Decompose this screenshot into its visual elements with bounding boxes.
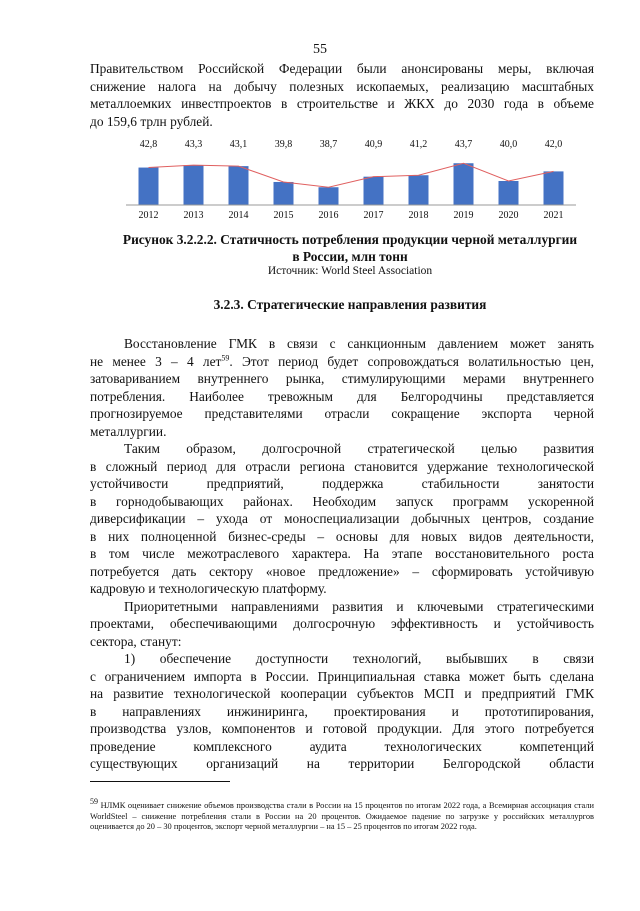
text-line: Приоритетными направлениями развития и ключевыми стратегическими (124, 598, 594, 614)
text-fragment: не менее 3 – 4 лет (90, 353, 222, 369)
text-line: в том числе межотраслевого характера. На этапе восстановительного роста (90, 546, 594, 561)
text-line: проведение комплексного аудита технологических компетенций (90, 738, 594, 754)
text-line: в направлениях инжиниринга, проектирования и прототипирования, (90, 703, 594, 719)
text-line: Восстановление ГМК в связи с санкционным давлением может занять (124, 336, 594, 351)
x-tick-label: 2017 (363, 210, 384, 221)
data-label: 41,2 (409, 139, 428, 150)
text-line: Правительством Российской Федерации были анонсированы меры, включая (90, 61, 594, 76)
text-line: 1) обеспечение доступности технологий, выбывших в связи (124, 651, 594, 666)
footnote-ref[interactable]: 59 (221, 353, 230, 363)
text-line: диверсификации – ухода от моноспециализации добычных центров, создание (90, 511, 594, 526)
text-line: производства узлов, компонентов и готовой продукции. Для этого потребуется (90, 721, 594, 736)
x-tick-label: 2013 (183, 210, 204, 221)
text-line: существующих организаций на территории Белгородской области (90, 756, 594, 771)
x-tick-label: 2020 (498, 210, 519, 221)
bar (274, 182, 294, 205)
data-label: 40,9 (364, 139, 383, 150)
caption-line: Рисунок 3.2.2.2. Статичность потребления продукции черной металлургии (122, 232, 578, 247)
trend-line (149, 163, 554, 187)
text-line: потребления. Наиболее тревожным для Белгородчины представляется (90, 388, 594, 404)
body-text (90, 335, 594, 773)
x-tick-label: 2021 (543, 210, 564, 221)
bar (499, 181, 519, 205)
text-line: в сложный период для отрасли региона становится удержание технологической (90, 458, 594, 474)
footnote-number: 59 (90, 797, 98, 807)
x-tick-label: 2016 (318, 210, 339, 221)
text-line: сектора, станут: (90, 633, 182, 649)
x-tick-label: 2018 (408, 210, 429, 221)
figure-source: Источник: World Steel Association (267, 265, 433, 277)
text-line: в горнодобывающих районах. Необходим запуск программ ускоренной (90, 493, 594, 509)
data-label: 43,3 (184, 139, 203, 150)
text-line: Таким образом, долгосрочной стратегической целью развития (124, 441, 594, 456)
x-tick-label: 2012 (138, 210, 159, 221)
bar (544, 171, 564, 205)
bar (364, 177, 384, 205)
text-line: прогнозируемое представителями отрасли сокращение экспорта черной (90, 406, 594, 421)
text-line: до 159,6 трлн рублей. (90, 113, 213, 129)
bar (319, 187, 339, 205)
data-label: 38,7 (319, 139, 338, 150)
text-line: металлоемких инвестпроектов в строительстве и ЖКХ до 2030 года в объеме (90, 96, 594, 111)
data-label: 43,7 (454, 139, 473, 150)
intro-paragraph (90, 60, 594, 130)
text-line: потребуется дать сектору «новое предложение» – сформировать устойчивую (90, 563, 594, 579)
bar (454, 163, 474, 205)
data-label: 43,1 (229, 139, 248, 150)
paragraph (90, 598, 594, 651)
text-line: кадровую и технологическую платформу. (90, 581, 327, 596)
text-line: снижение налога на добычу полезных ископаемых, реализацию масштабных (90, 78, 594, 94)
page-number: 55 (313, 42, 327, 57)
bar (139, 168, 159, 205)
data-label: 39,8 (274, 139, 293, 150)
paragraph (90, 335, 594, 440)
text-line: в них полноценной бизнес-среды – основы для новых видов деятельности, (90, 528, 594, 544)
data-label: 42,8 (139, 139, 158, 150)
caption-line: в России, млн тонн (292, 249, 408, 264)
text-line: проектами, обеспечивающими долгосрочную эффективность и устойчивость (90, 616, 594, 631)
data-label: 42,0 (544, 139, 563, 150)
text-line: с ограничением импорта в России. Принципиальная ставка может быть сделана (90, 668, 594, 684)
text-line: затовариванием внутреннего рынка, стимулирующими мерами внутреннего (90, 371, 594, 386)
bar (184, 165, 204, 205)
figure-caption (60, 231, 640, 265)
x-tick-label: 2015 (273, 210, 294, 221)
text-line: на развитие технологической кооперации субъектов МСП и предприятий ГМК (90, 686, 594, 701)
paragraph (90, 650, 594, 773)
paragraph (90, 440, 594, 598)
text-line: устойчивости предприятий, поддержка стабильности занятости (90, 476, 594, 491)
text-line-with-footnote (90, 353, 594, 371)
section-heading: 3.2.3. Стратегические направления развития (213, 297, 487, 312)
footnote (90, 797, 595, 833)
bar (409, 175, 429, 205)
x-tick-label: 2014 (228, 210, 249, 221)
footnote-text: НЛМК оценивает снижение объемов производства стали в России на 15 процентов по итогам 2022 года, а Всемирная ассоциация стали WorldSteel – снижение потребления стали в России на 20 процентов. Ожидаемое падение по загрузке у российских металлургов оценивается до 20 – 30 процентов, экспорт черной металлургии – на 15 – 25 процентов по итогам 2022 года. (90, 801, 595, 832)
bar (229, 166, 249, 205)
x-tick-label: 2019 (453, 210, 474, 221)
text-fragment: . Этот период будет сопровождаться волатильностью цен, (229, 353, 594, 369)
footnote-divider (90, 781, 230, 782)
data-label: 40,0 (499, 139, 518, 150)
text-line: металлургии. (90, 423, 167, 439)
consumption-bar-chart (126, 137, 576, 225)
